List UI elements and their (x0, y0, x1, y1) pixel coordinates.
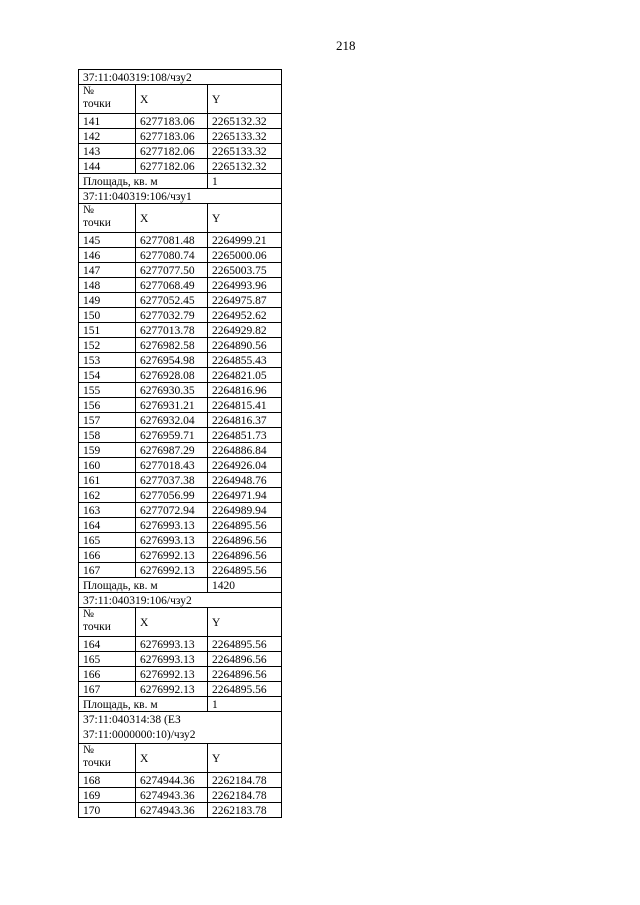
column-header-row (79, 85, 282, 114)
points-label: точки (83, 757, 111, 769)
y-cell: 2264993.96 (208, 278, 282, 293)
area-label: Площадь, кв. м (79, 697, 208, 712)
y-cell: 2264895.56 (208, 682, 282, 697)
x-cell: 6277077.50 (136, 263, 208, 278)
point-number-cell: 145 (79, 233, 136, 248)
point-number-cell: 161 (79, 473, 136, 488)
x-cell: 6277183.06 (136, 114, 208, 129)
y-cell: 2262184.78 (208, 788, 282, 803)
point-number-cell: 164 (79, 518, 136, 533)
point-number-cell: 143 (79, 144, 136, 159)
point-number-cell: 147 (79, 263, 136, 278)
table-row (79, 413, 282, 428)
number-sign: № (83, 85, 94, 97)
x-cell: 6277013.78 (136, 323, 208, 338)
x-cell: 6274943.36 (136, 788, 208, 803)
table-row (79, 533, 282, 548)
table-row (79, 263, 282, 278)
y-header: Y (208, 204, 282, 233)
point-number-cell: 159 (79, 443, 136, 458)
section-title-line2: 37:11:0000000:10)/чзу2 (83, 729, 196, 741)
table-row (79, 803, 282, 818)
y-cell: 2264890.56 (208, 338, 282, 353)
section-title: 37:11:040319:106/чзу2 (79, 593, 282, 608)
x-cell: 6276959.71 (136, 428, 208, 443)
table-row (79, 383, 282, 398)
table-row (79, 398, 282, 413)
table-row (79, 637, 282, 652)
x-cell: 6276992.13 (136, 563, 208, 578)
table-row (79, 428, 282, 443)
y-cell: 2264886.84 (208, 443, 282, 458)
x-cell: 6277182.06 (136, 159, 208, 174)
y-cell: 2264816.37 (208, 413, 282, 428)
y-cell: 2262184.78 (208, 773, 282, 788)
y-cell: 2264999.21 (208, 233, 282, 248)
x-cell: 6277081.48 (136, 233, 208, 248)
number-sign: № (83, 204, 94, 216)
section-title-row (79, 593, 282, 608)
x-cell: 6276993.13 (136, 533, 208, 548)
y-cell: 2264896.56 (208, 548, 282, 563)
area-row (79, 578, 282, 593)
x-cell: 6277018.43 (136, 458, 208, 473)
y-cell: 2264815.41 (208, 398, 282, 413)
points-label: точки (83, 217, 111, 229)
y-header: Y (208, 744, 282, 773)
x-cell: 6276993.13 (136, 518, 208, 533)
column-header-row (79, 608, 282, 637)
section-title-row (79, 712, 282, 744)
point-number-cell: 167 (79, 682, 136, 697)
table-row (79, 323, 282, 338)
x-cell: 6277182.06 (136, 144, 208, 159)
point-number-cell: 165 (79, 652, 136, 667)
y-cell: 2265133.32 (208, 129, 282, 144)
point-number-cell: 168 (79, 773, 136, 788)
point-number-header (79, 85, 136, 114)
x-header: X (136, 608, 208, 637)
x-cell: 6277032.79 (136, 308, 208, 323)
table-row (79, 159, 282, 174)
x-cell: 6276931.21 (136, 398, 208, 413)
table-row (79, 144, 282, 159)
y-cell: 2264855.43 (208, 353, 282, 368)
y-cell: 2264896.56 (208, 533, 282, 548)
point-number-cell: 154 (79, 368, 136, 383)
x-cell: 6276992.13 (136, 548, 208, 563)
x-cell: 6276982.58 (136, 338, 208, 353)
y-cell: 2265133.32 (208, 144, 282, 159)
x-cell: 6276993.13 (136, 652, 208, 667)
point-number-cell: 162 (79, 488, 136, 503)
point-number-cell: 165 (79, 533, 136, 548)
section-title (79, 712, 282, 744)
point-number-cell: 151 (79, 323, 136, 338)
point-number-cell: 149 (79, 293, 136, 308)
point-number-cell: 146 (79, 248, 136, 263)
number-sign: № (83, 744, 94, 756)
point-number-cell: 163 (79, 503, 136, 518)
points-label: точки (83, 621, 111, 633)
x-cell: 6274943.36 (136, 803, 208, 818)
point-number-cell: 148 (79, 278, 136, 293)
x-cell: 6276930.35 (136, 383, 208, 398)
table-row (79, 563, 282, 578)
table-row (79, 368, 282, 383)
y-cell: 2264929.82 (208, 323, 282, 338)
area-row (79, 697, 282, 712)
section-title: 37:11:040319:108/чзу2 (79, 70, 282, 85)
area-label: Площадь, кв. м (79, 174, 208, 189)
table-row (79, 443, 282, 458)
table-row (79, 503, 282, 518)
y-cell: 2264926.04 (208, 458, 282, 473)
table-row (79, 682, 282, 697)
point-number-cell: 164 (79, 637, 136, 652)
x-cell: 6277068.49 (136, 278, 208, 293)
y-cell: 2264895.56 (208, 637, 282, 652)
x-cell: 6276928.08 (136, 368, 208, 383)
y-cell: 2264952.62 (208, 308, 282, 323)
y-header: Y (208, 608, 282, 637)
number-sign: № (83, 608, 94, 620)
table-row (79, 129, 282, 144)
point-number-cell: 153 (79, 353, 136, 368)
x-cell: 6277037.38 (136, 473, 208, 488)
point-number-cell: 169 (79, 788, 136, 803)
table-row (79, 293, 282, 308)
column-header-row (79, 204, 282, 233)
section-title: 37:11:040319:106/чзу1 (79, 189, 282, 204)
point-number-cell: 170 (79, 803, 136, 818)
area-row (79, 174, 282, 189)
table-row (79, 338, 282, 353)
x-header: X (136, 744, 208, 773)
point-number-cell: 166 (79, 548, 136, 563)
point-number-header (79, 608, 136, 637)
point-number-cell: 158 (79, 428, 136, 443)
y-cell: 2264948.76 (208, 473, 282, 488)
x-cell: 6277052.45 (136, 293, 208, 308)
point-number-cell: 156 (79, 398, 136, 413)
table-row (79, 114, 282, 129)
section-title-row (79, 70, 282, 85)
y-cell: 2264971.94 (208, 488, 282, 503)
page-number: 218 (336, 38, 356, 53)
table-row (79, 473, 282, 488)
point-number-cell: 157 (79, 413, 136, 428)
area-value: 1 (208, 174, 282, 189)
point-number-cell: 150 (79, 308, 136, 323)
x-cell: 6274944.36 (136, 773, 208, 788)
x-cell: 6277056.99 (136, 488, 208, 503)
x-cell: 6277072.94 (136, 503, 208, 518)
table-row (79, 488, 282, 503)
table-row (79, 518, 282, 533)
x-cell: 6276993.13 (136, 637, 208, 652)
y-cell: 2264975.87 (208, 293, 282, 308)
area-value: 1420 (208, 578, 282, 593)
y-cell: 2262183.78 (208, 803, 282, 818)
section-title-line1: 37:11:040314:38 (ЕЗ (83, 714, 181, 726)
area-label: Площадь, кв. м (79, 578, 208, 593)
point-number-cell: 141 (79, 114, 136, 129)
table-row (79, 233, 282, 248)
x-cell: 6277183.06 (136, 129, 208, 144)
point-number-cell: 167 (79, 563, 136, 578)
x-cell: 6276932.04 (136, 413, 208, 428)
x-header: X (136, 85, 208, 114)
table-row (79, 788, 282, 803)
points-label: точки (83, 98, 111, 110)
y-cell: 2264895.56 (208, 518, 282, 533)
y-cell: 2265000.06 (208, 248, 282, 263)
table-row (79, 458, 282, 473)
point-number-cell: 160 (79, 458, 136, 473)
table-row (79, 353, 282, 368)
y-header: Y (208, 85, 282, 114)
y-cell: 2264896.56 (208, 667, 282, 682)
column-header-row (79, 744, 282, 773)
y-cell: 2264896.56 (208, 652, 282, 667)
point-number-cell: 166 (79, 667, 136, 682)
point-number-cell: 155 (79, 383, 136, 398)
point-number-header (79, 744, 136, 773)
table-row (79, 248, 282, 263)
table-row (79, 667, 282, 682)
y-cell: 2264816.96 (208, 383, 282, 398)
area-value: 1 (208, 697, 282, 712)
coordinates-table (78, 69, 282, 818)
y-cell: 2264821.05 (208, 368, 282, 383)
table-row (79, 773, 282, 788)
y-cell: 2265132.32 (208, 159, 282, 174)
y-cell: 2265132.32 (208, 114, 282, 129)
x-cell: 6276992.13 (136, 682, 208, 697)
point-number-header (79, 204, 136, 233)
x-cell: 6276987.29 (136, 443, 208, 458)
x-cell: 6276954.98 (136, 353, 208, 368)
point-number-cell: 144 (79, 159, 136, 174)
point-number-cell: 142 (79, 129, 136, 144)
x-cell: 6277080.74 (136, 248, 208, 263)
table-row (79, 278, 282, 293)
x-cell: 6276992.13 (136, 667, 208, 682)
y-cell: 2265003.75 (208, 263, 282, 278)
y-cell: 2264895.56 (208, 563, 282, 578)
table-row (79, 308, 282, 323)
section-title-row (79, 189, 282, 204)
y-cell: 2264989.94 (208, 503, 282, 518)
point-number-cell: 152 (79, 338, 136, 353)
x-header: X (136, 204, 208, 233)
table-row (79, 652, 282, 667)
table-row (79, 548, 282, 563)
y-cell: 2264851.73 (208, 428, 282, 443)
